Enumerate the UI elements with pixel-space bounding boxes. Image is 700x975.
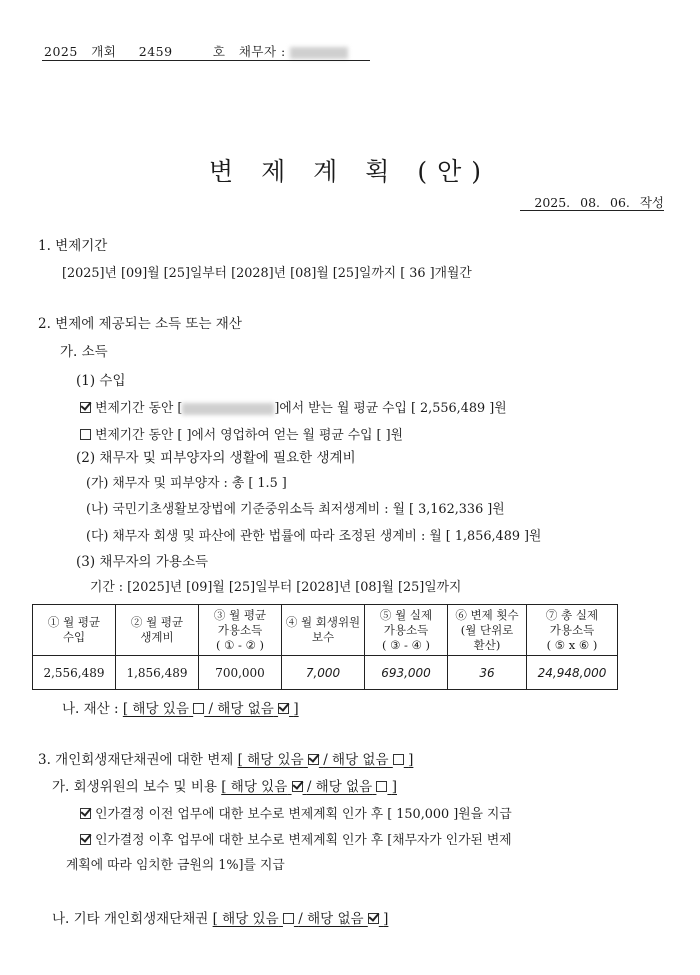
fee-item-1: [80, 803, 512, 822]
document-date: 2025. 08. 06. 작성: [534, 195, 664, 210]
income-option-2: [80, 424, 403, 443]
cell-total-disposable: 24,948,000: [527, 656, 618, 690]
fee-item-2-continued: 계획에 따라 임치한 금원의 1%]를 지급: [66, 858, 285, 873]
property-yes-checkbox[interactable]: [193, 703, 204, 714]
s3-yes-checkbox[interactable]: [308, 754, 319, 765]
commissioner-fee-options: [ 해당 있음 / 해당 없음 ]: [221, 779, 397, 795]
fee-item-2-text: 인가결정 이후 업무에 대한 보수로 변제계획 인가 후 [채무자가 인가된 변제: [95, 833, 512, 848]
commissioner-fee-label: 가. 회생위원의 보수 및 비용: [52, 779, 217, 795]
section-3-heading: 3. 개인회생재단채권에 대한 변제: [38, 752, 234, 768]
fee-no-checkbox[interactable]: [376, 781, 387, 792]
living-cost-b: (나) 국민기초생활보장법에 기준중위소득 최저생계비 : 월 [ 3,162,336 ]원: [86, 502, 505, 517]
section-3-options: [ 해당 있음 / 해당 없음 ]: [237, 752, 414, 768]
document-title: 변 제 계 획 (안): [208, 157, 492, 186]
section-1-heading: 1. 변제기간: [38, 238, 108, 254]
cell-commissioner-fee: 7,000: [282, 656, 365, 690]
other-no-checkbox[interactable]: [368, 913, 379, 924]
property-row: [62, 697, 299, 717]
redacted-employer: [182, 403, 274, 415]
th-living-cost: ② 월 평균 생계비: [116, 605, 199, 656]
property-options: [ 해당 있음 / 해당 없음 ]: [122, 701, 299, 717]
income-option-1-suffix: ]에서 받는 월 평균 수입 [ 2,556,489 ]원: [274, 401, 507, 416]
table-row: [33, 656, 618, 690]
header-underline: [42, 60, 370, 61]
cell-actual-disposable: 693,000: [365, 656, 448, 690]
th-commissioner-fee: ④ 월 회생위원 보수: [282, 605, 365, 656]
th-repayment-count: ⑥ 변제 횟수 (월 단위로 환산): [448, 605, 527, 656]
cell-repayment-count: 36: [448, 656, 527, 690]
fee-item-2: [80, 829, 512, 848]
living-cost-heading: (2) 채무자 및 피부양자의 생활에 필요한 생계비: [76, 450, 356, 466]
disposable-period: 기간 : [2025]년 [09]월 [25]일부터 [2028]년 [08]월 [25]일까지: [90, 580, 462, 595]
revenue-heading: (1) 수입: [76, 373, 126, 389]
case-type: 개회: [91, 44, 117, 59]
th-total-disposable: ⑦ 총 실제 가용소득 ( ⑤ x ⑥ ): [527, 605, 618, 656]
income-option-1-prefix: 변제기간 동안 [: [95, 401, 183, 416]
th-avg-disposable: ③ 월 평균 가용소득 ( ① - ② ): [199, 605, 282, 656]
table-header-row: [33, 605, 618, 656]
cell-monthly-income: 2,556,489: [33, 656, 116, 690]
debtor-label: 채무자 :: [238, 44, 286, 59]
s3-no-checkbox[interactable]: [393, 754, 404, 765]
income-option-1-checkbox[interactable]: [80, 402, 91, 413]
case-number: 2459: [138, 44, 173, 59]
income-option-2-checkbox[interactable]: [80, 429, 91, 440]
cell-living-cost: 1,856,489: [116, 656, 199, 690]
income-option-2-text: 변제기간 동안 [ ]에서 영업하여 얻는 월 평균 수입 [ ]원: [95, 428, 403, 443]
property-label: 나. 재산 :: [62, 701, 119, 717]
repayment-period-text: [2025]년 [09]월 [25]일부터 [2028]년 [08]월 [25]일까지 [ 36 ]개월간: [62, 266, 472, 281]
property-no-checkbox[interactable]: [278, 703, 289, 714]
cell-avg-disposable: 700,000: [199, 656, 282, 690]
fee-item-2-checkbox[interactable]: [80, 834, 91, 845]
commissioner-fee-row: [52, 775, 397, 795]
section-3-row: [38, 748, 413, 768]
disposable-income-table: [32, 604, 618, 690]
living-cost-a: (가) 채무자 및 피부양자 : 총 [ 1.5 ]: [86, 476, 287, 491]
fee-yes-checkbox[interactable]: [292, 781, 303, 792]
date-underline: [520, 210, 664, 211]
fee-item-1-checkbox[interactable]: [80, 808, 91, 819]
case-header: [44, 42, 348, 60]
disposable-income-heading: (3) 채무자의 가용소득: [76, 554, 209, 570]
other-claims-row: [52, 907, 388, 927]
other-claims-options: [ 해당 있음 / 해당 없음 ]: [212, 911, 389, 927]
case-year: 2025: [44, 44, 78, 59]
th-actual-disposable: ⑤ 월 실제 가용소득 ( ③ - ④ ): [365, 605, 448, 656]
income-option-1: [80, 397, 507, 416]
other-yes-checkbox[interactable]: [283, 913, 294, 924]
section-2-heading: 2. 변제에 제공되는 소득 또는 재산: [38, 316, 242, 332]
case-ho: 호: [212, 44, 226, 59]
fee-item-1-text: 인가결정 이전 업무에 대한 보수로 변제계획 인가 후 [ 150,000 ]원을 지급: [95, 807, 512, 822]
other-claims-label: 나. 기타 개인회생재단채권: [52, 911, 209, 927]
redacted-debtor-name: [290, 47, 348, 59]
living-cost-c: (다) 채무자 회생 및 파산에 관한 법률에 따라 조정된 생계비 : 월 [ 1,856,489 ]원: [86, 529, 542, 544]
income-heading: 가. 소득: [60, 344, 108, 360]
th-monthly-income: ① 월 평균 수입: [33, 605, 116, 656]
